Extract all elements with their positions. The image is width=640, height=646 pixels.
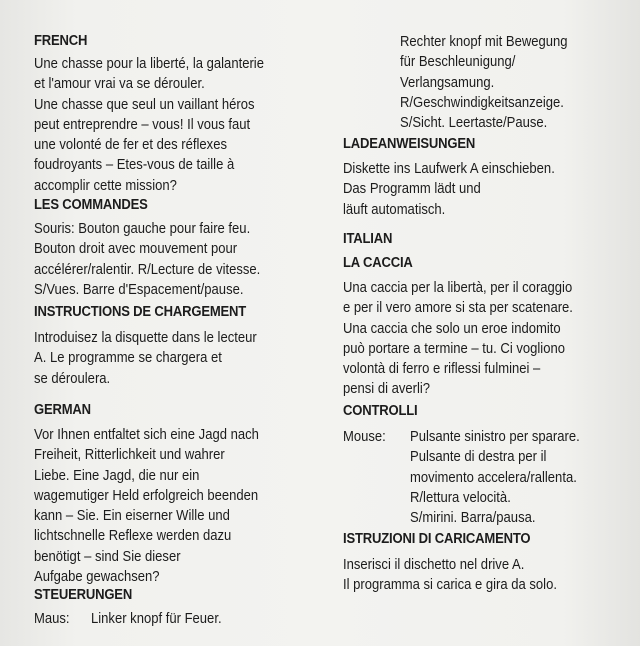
italian-heading: ITALIAN [343,231,393,247]
italian-title: LA CACCIA [343,255,413,271]
german-controls-first: Linker knopf für Feuer. [91,611,222,627]
italian-controls-heading: CONTROLLI [343,403,418,419]
french-intro: Une chasse pour la liberté, la galanterie et l'amour vrai va se dérouler. Une chasse que seul un vaillant héros peut entreprendre – vous! Il vous faut une volonté de fer et des réflexes foudroyants – Etes-vous de taille à accomplir cette mission? [34,56,264,194]
french-heading: FRENCH [34,33,88,49]
french-loading: Introduisez la disquette dans le lecteur A. Le programme se chargera et se déroulera. [34,330,257,387]
italian-controls-label: Mouse: [343,429,386,445]
french-controls-heading: LES COMMANDES [34,197,148,213]
italian-intro: Una caccia per la libertà, per il coraggio e per il vero amore si sta per scatenare. Una caccia che solo un eroe indomito può portare a termine – tu. Ci vogliono volontà di ferro e riflessi fulminei – pensi di averli? [343,280,573,398]
german-heading: GERMAN [34,402,91,418]
italian-loading-heading: ISTRUZIONI DI CARICAMENTO [343,531,531,547]
german-loading: Diskette ins Laufwerk A einschieben. Das Programm lädt und läuft automatisch. [343,161,555,218]
french-controls: Souris: Bouton gauche pour faire feu. Bouton droit avec mouvement pour accélérer/ralentir. R/Lecture de vitesse. S/Vues. Barre d'Espacement/pause. [34,221,261,298]
german-controls-continued: Rechter knopf mit Bewegung für Beschleunigung/ Verlangsamung. R/Geschwindigkeitsanzeige. S/Sicht. Leertaste/Pause. [400,34,568,132]
italian-controls: Pulsante sinistro per sparare. Pulsante di destra per il movimento accelera/rallenta. R/lettura velocità. S/mirini. Barra/pausa. [410,429,580,527]
german-loading-heading: LADEANWEISUNGEN [343,136,476,152]
french-loading-heading: INSTRUCTIONS DE CHARGEMENT [34,304,247,320]
german-controls-heading: STEUERUNGEN [34,587,133,603]
german-controls-label: Maus: [34,611,70,627]
german-intro: Vor Ihnen entfaltet sich eine Jagd nach Freiheit, Ritterlichkeit und wahrer Liebe. Eine Jagd, die nur ein wagemutiger Held erfolgreich beenden kann – Sie. Ein eiserner Wille und lichtschnelle Reflexe werden dazu benötigt – sind Sie dieser Aufgabe gewachsen? [34,427,259,586]
italian-loading: Inserisci il dischetto nel drive A. Il programma si carica e gira da solo. [343,557,557,594]
